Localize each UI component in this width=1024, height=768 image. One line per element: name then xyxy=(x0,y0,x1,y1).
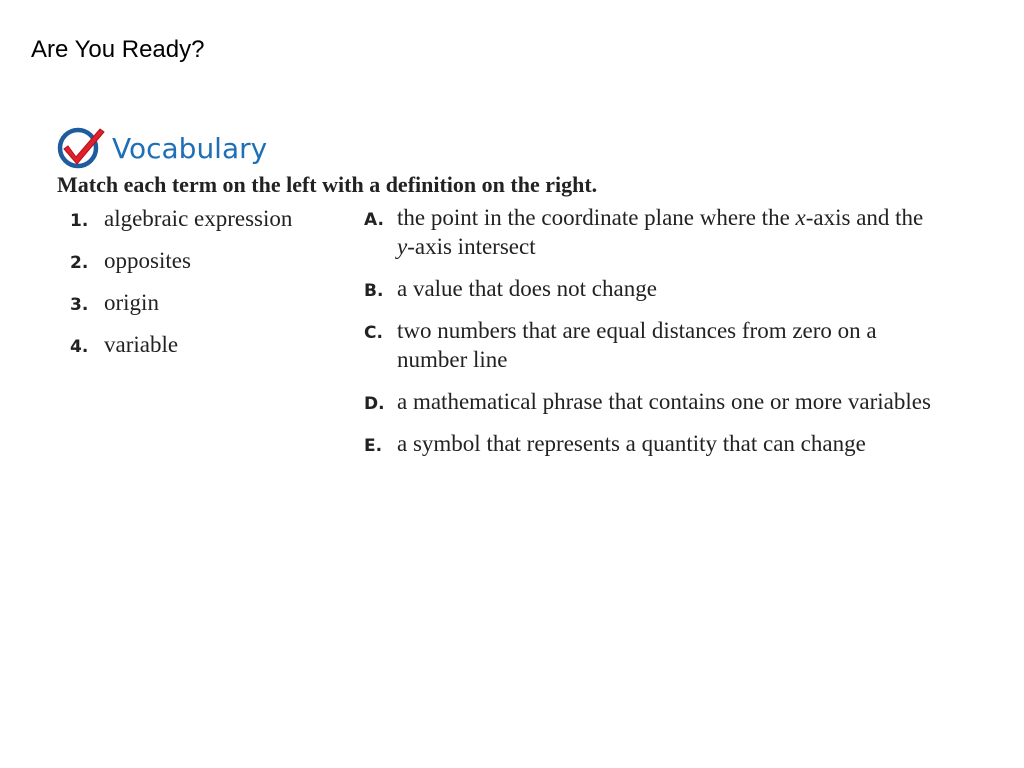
definition-text xyxy=(397,387,931,416)
term-number: 1. xyxy=(70,211,89,231)
definition-line xyxy=(397,203,923,232)
term-text: opposites xyxy=(104,248,191,273)
term-number: 4. xyxy=(70,337,89,357)
terms-list xyxy=(70,206,292,374)
instructions: Match each term on the left with a definition on the right. xyxy=(57,172,598,197)
term-item xyxy=(70,206,292,248)
definition-text xyxy=(397,429,866,458)
definition-line: a value that does not change xyxy=(397,276,657,301)
definition-letter: D. xyxy=(364,394,385,414)
definitions-list xyxy=(364,203,1024,458)
term-number: 3. xyxy=(70,295,89,315)
definition-letter: C. xyxy=(364,323,383,343)
definition-letter: A. xyxy=(364,210,384,230)
slide-title: Are You Ready? xyxy=(31,36,205,63)
definition-item xyxy=(364,429,1024,458)
term-number: 2. xyxy=(70,253,89,273)
definition-item xyxy=(364,387,1024,416)
definition-item xyxy=(364,203,1024,261)
term-item xyxy=(70,290,292,332)
definition-item xyxy=(364,316,1024,374)
definition-line: a mathematical phrase that contains one or more variables xyxy=(397,389,931,414)
term-text: variable xyxy=(104,332,179,357)
definition-variable: x xyxy=(795,205,806,230)
section-label: Vocabulary xyxy=(112,131,268,165)
definition-text xyxy=(397,316,877,374)
term-text: origin xyxy=(104,290,159,315)
definition-line: number line xyxy=(397,347,508,372)
definition-fragment: -axis intersect xyxy=(407,234,536,259)
section-header xyxy=(56,124,267,170)
definition-letter: B. xyxy=(364,281,384,301)
definition-line: a symbol that represents a quantity that can change xyxy=(397,431,866,456)
definition-item xyxy=(364,274,1024,303)
definition-text xyxy=(397,203,923,261)
definition-line: two numbers that are equal distances from zero on a xyxy=(397,318,877,343)
checkmark-circle-icon xyxy=(56,124,114,170)
definition-fragment: the point in the coordinate plane where the xyxy=(397,205,796,230)
definition-variable: y xyxy=(397,234,408,259)
term-item xyxy=(70,248,292,290)
definition-fragment: -axis and the xyxy=(805,205,924,230)
term-item xyxy=(70,332,292,374)
definition-letter: E. xyxy=(364,436,383,456)
definition-text xyxy=(397,274,657,303)
term-text: algebraic expression xyxy=(104,206,293,231)
definition-line xyxy=(397,232,923,261)
